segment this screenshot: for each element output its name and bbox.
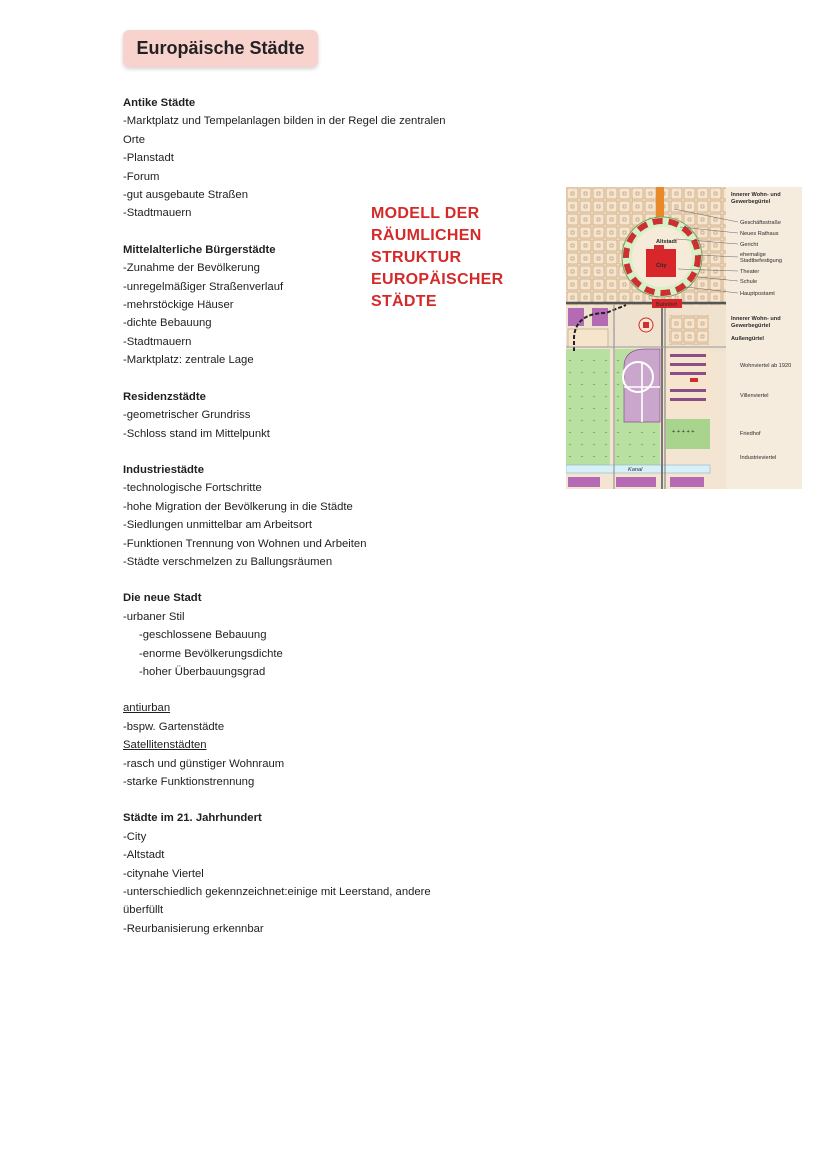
note-line: -technologische Fortschritte [123, 482, 262, 495]
note-line: -Planstadt [123, 152, 174, 165]
legend-inner-belt-b: Innerer Wohn- und [731, 316, 781, 322]
legend-theater: Theater [740, 269, 760, 275]
model-heading-line: MODELL DER [371, 205, 480, 222]
legend-fortification-2: Stadtbefestigung [740, 258, 782, 264]
industry-block [592, 308, 608, 326]
legend-industry: Industrieviertel [740, 455, 777, 461]
housing-block [669, 315, 709, 345]
industry-block [670, 477, 704, 487]
row-house [670, 363, 706, 366]
note-line: -Marktplatz und Tempelanlagen bilden in der Regel die zentralen Orte [123, 115, 446, 146]
note-line: -mehrstöckige Häuser [123, 299, 234, 312]
section-heading: Antike Städte [123, 97, 196, 109]
model-heading-line: STÄDTE [371, 293, 437, 310]
legend-school: Schule [740, 279, 758, 285]
legend-post-office: Hauptpostamt [740, 291, 775, 297]
legend-town-hall: Neues Rathaus [740, 231, 779, 237]
note-line: -geometrischer Grundriss [123, 409, 251, 422]
note-line: -urbaner Stil [123, 610, 185, 623]
cemetery-marks: + + + + + [672, 429, 695, 435]
note-line-indented: -hoher Überbauungsgrad [139, 665, 266, 678]
red-building [654, 245, 664, 249]
note-line: -rasch und günstiger Wohnraum [123, 757, 285, 770]
note-line: -Siedlungen unmittelbar am Arbeitsort [123, 519, 313, 532]
green-belt-left [566, 349, 610, 467]
note-line: -Zunahme der Bevölkerung [123, 262, 260, 275]
shopping-street [656, 187, 664, 221]
legend-outer-belt: Außengürtel [731, 336, 764, 342]
canal-label: Kanal [628, 467, 643, 473]
model-heading-line: RÄUMLICHEN [371, 227, 482, 244]
note-line: -unregelmäßiger Straßenverlauf [123, 280, 284, 293]
note-line: -dichte Bebauung [123, 317, 212, 330]
city-structure-diagram [566, 187, 802, 489]
legend-villa-district: Villenviertel [740, 393, 769, 399]
row-house [670, 354, 706, 357]
section-antiurban [123, 699, 453, 791]
city-label: City [656, 263, 667, 269]
model-heading [371, 203, 561, 313]
legend-cemetery: Friedhof [740, 431, 761, 437]
note-line: -citynahe Viertel [123, 867, 204, 880]
row-house [670, 389, 706, 392]
legend-inner-belt-2: Gewerbegürtel [731, 199, 771, 205]
legend-court: Gericht [740, 242, 759, 248]
row-house [670, 372, 706, 375]
note-line-indented: -enorme Bevölkerungsdichte [139, 647, 283, 660]
section-neue-stadt [123, 589, 453, 681]
section-heading: Mittelalterliche Bürgerstädte [123, 243, 276, 256]
note-line: -Stadtmauern [123, 207, 192, 220]
red-building [690, 378, 698, 382]
city-diagram-svg [566, 187, 802, 489]
note-line: -City [123, 830, 147, 843]
industry-block [616, 477, 656, 487]
note-line: -Schloss stand im Mittelpunkt [123, 427, 270, 440]
bahnhof-label: Bahnhof [656, 302, 677, 308]
note-line: -bspw. Gartenstädte [123, 720, 225, 733]
note-line: -unterschiedlich gekennzeichnet:einige mit Leerstand, andere überfüllt [123, 886, 431, 917]
church-core [643, 322, 649, 328]
section-heading: Industriestädte [123, 463, 204, 476]
note-line-indented: -geschlossene Bebauung [139, 629, 267, 642]
model-heading-line: STRUKTUR [371, 249, 462, 266]
note-line: -Stadtmauern [123, 335, 192, 348]
note-line: -starke Funktionstrennung [123, 776, 255, 788]
legend-inner-belt-b-2: Gewerbegürtel [731, 323, 771, 329]
note-line: -Forum [123, 170, 160, 183]
note-line: -Reurbanisierung erkennbar [123, 922, 264, 935]
note-line: -Altstadt [123, 849, 165, 862]
row-house [670, 398, 706, 401]
page-title-box [123, 30, 318, 67]
model-heading-line: EUROPÄISCHER [371, 271, 504, 288]
section-heading: Die neue Stadt [123, 592, 202, 605]
subheading-satellitenstaedte: Satellitenstädten [123, 739, 207, 752]
legend-residential-1920: Wohnviertel ab 1920 [740, 363, 792, 369]
note-line: -Funktionen Trennung von Wohnen und Arbeiten [123, 537, 367, 550]
section-residenz [123, 388, 453, 443]
legend-fortification-1: ehemalige [740, 252, 766, 258]
page-title: Europäische Städte [136, 38, 305, 58]
section-heading: Städte im 21. Jahrhundert [123, 812, 262, 825]
section-industrie [123, 461, 453, 571]
subheading-antiurban: antiurban [123, 702, 171, 715]
industry-block [568, 477, 600, 487]
section-21-jahrhundert [123, 809, 453, 938]
industry-block [568, 308, 584, 326]
note-line: -Städte verschmelzen zu Ballungsräumen [123, 555, 333, 568]
note-line: -gut ausgebaute Straßen [123, 189, 248, 202]
note-line: -Marktplatz: zentrale Lage [123, 354, 254, 367]
section-heading: Residenzstädte [123, 390, 206, 403]
note-line: -hohe Migration der Bevölkerung in die Städte [123, 500, 353, 513]
altstadt-label: Altstadt [656, 239, 677, 245]
legend-inner-belt: Innerer Wohn- und [731, 192, 781, 198]
legend-shopping-street: Geschäftsstraße [740, 220, 782, 226]
